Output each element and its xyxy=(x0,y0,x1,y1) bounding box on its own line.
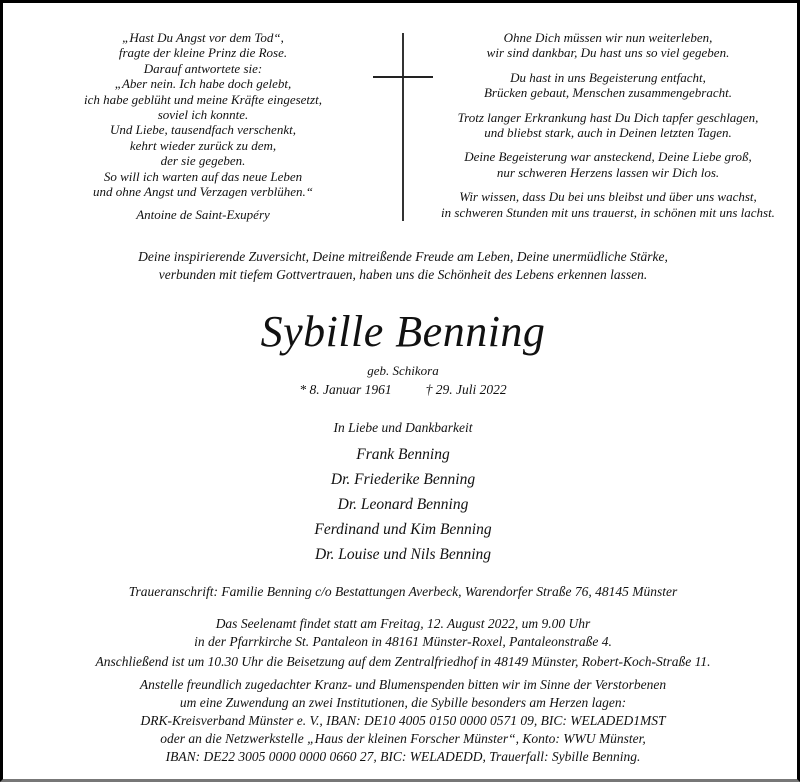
poem-line: Und Liebe, tausendfach verschenkt, xyxy=(110,122,296,138)
mourner-name: Dr. Louise und Nils Benning xyxy=(314,546,492,563)
poem-line: Ohne Dich müssen wir nun weiterleben, xyxy=(503,30,713,45)
mourner-name: Ferdinand und Kim Benning xyxy=(314,521,492,538)
service-line: in der Pfarrkirche St. Pantaleon in 48161 Münster-Roxel, Pantaleonstraße 4. xyxy=(194,634,612,649)
poem-line: Trotz langer Erkrankung hast Du Dich tapfer geschlagen, xyxy=(457,109,759,125)
donation-info xyxy=(3,676,800,766)
donation-line: Anstelle freundlich zugedachter Kranz- und Blumenspenden bitten wir im Sinne der Verstorbenen xyxy=(139,677,667,692)
tribute-line: Deine inspirierende Zuversicht, Deine mitreißende Freude am Leben, Deine unermüdliche Stärke, xyxy=(138,249,668,264)
poem-line: kehrt wieder zurück zu dem, xyxy=(129,137,277,153)
service-info xyxy=(3,615,800,651)
death-date: † 29. Juli 2022 xyxy=(425,382,507,397)
poem-line: Wir wissen, dass Du bei uns bleibst und über uns wachst, xyxy=(459,189,757,205)
mourners-intro: In Liebe und Dankbarkeit xyxy=(333,420,473,435)
poem-stanza xyxy=(423,189,793,220)
tribute-line: verbunden mit tiefem Gottvertrauen, haben uns die Schönheit des Lebens erkennen lassen. xyxy=(158,267,648,282)
poem-line: nur schweren Herzens lassen wir Dich los. xyxy=(496,164,720,180)
burial-info: Anschließend ist um 10.30 Uhr die Beisetzung auf dem Zentralfriedhof in 48149 Münster, Robert-Koch-Straße 11. xyxy=(95,654,711,669)
mourners-list xyxy=(3,442,800,567)
poem-line: „Hast Du Angst vor dem Tod“, xyxy=(122,30,284,45)
poem-stanza xyxy=(423,110,793,141)
poem-line: Du hast in uns Begeisterung entfacht, xyxy=(510,69,706,85)
donation-line: um eine Zuwendung an zwei Institutionen, die Sybille besonders am Herzen lagen: xyxy=(179,695,627,710)
mourner-name: Dr. Friederike Benning xyxy=(330,471,476,488)
tribute-text xyxy=(3,248,800,284)
donation-line: oder an die Netzwerkstelle „Haus der kleinen Forscher Münster“, Konto: WWU Münster, xyxy=(160,731,646,746)
poem-line: Deine Begeisterung war ansteckend, Deine Liebe groß, xyxy=(464,149,752,165)
poem-stanza xyxy=(423,70,793,101)
mourner-name: Frank Benning xyxy=(356,446,450,463)
maiden-name: geb. Schikora xyxy=(367,363,439,378)
poem-line: ich habe geblüht und meine Kräfte eingesetzt, xyxy=(84,91,322,107)
poem-stanza xyxy=(423,149,793,180)
poem-stanza xyxy=(423,30,793,61)
deceased-name: Sybille Benning xyxy=(260,307,546,356)
poem-line: fragte der kleine Prinz die Rose. xyxy=(118,45,288,61)
poem-line: und ohne Angst und Verzagen verblühen.“ xyxy=(92,184,314,200)
poem-line: wir sind dankbar, Du hast uns so viel gegeben. xyxy=(486,45,730,61)
birth-date: * 8. Januar 1961 xyxy=(299,382,392,397)
poem-left xyxy=(63,30,343,223)
service-line: Das Seelenamt findet statt am Freitag, 12. August 2022, um 9.00 Uhr xyxy=(215,616,591,631)
donation-line: IBAN: DE22 3005 0000 0000 0660 27, BIC: WELADEDD, Trauerfall: Sybille Benning. xyxy=(165,749,641,764)
poem-line: in schweren Stunden mit uns trauerst, in schönen mit uns lachst. xyxy=(441,204,775,220)
poem-line: Darauf antwortete sie: xyxy=(143,60,263,76)
life-dates xyxy=(3,381,800,399)
poem-author: Antoine de Saint-Exupéry xyxy=(136,207,270,223)
poem-line: Brücken gebaut, Menschen zusammengebracht. xyxy=(483,85,732,101)
mourner-name: Dr. Leonard Benning xyxy=(337,496,469,513)
poem-line: So will ich warten auf das neue Leben xyxy=(103,168,303,184)
poem-line: und bliebst stark, auch in Deinen letzten Tagen. xyxy=(484,125,732,141)
donation-line: DRK-Kreisverband Münster e. V., IBAN: DE10 4005 0150 0000 0571 09, BIC: WELADED1MST xyxy=(140,713,666,728)
cross-vertical-bar xyxy=(402,33,404,221)
poem-line: „Aber nein. Ich habe doch gelebt, xyxy=(114,76,292,92)
mourning-address: Traueranschrift: Familie Benning c/o Bestattungen Averbeck, Warendorfer Straße 76, 48145 Münster xyxy=(128,584,678,599)
poem-line: der sie gegeben. xyxy=(160,153,246,169)
poem-line: soviel ich konnte. xyxy=(157,107,249,123)
poem-right xyxy=(423,30,793,229)
